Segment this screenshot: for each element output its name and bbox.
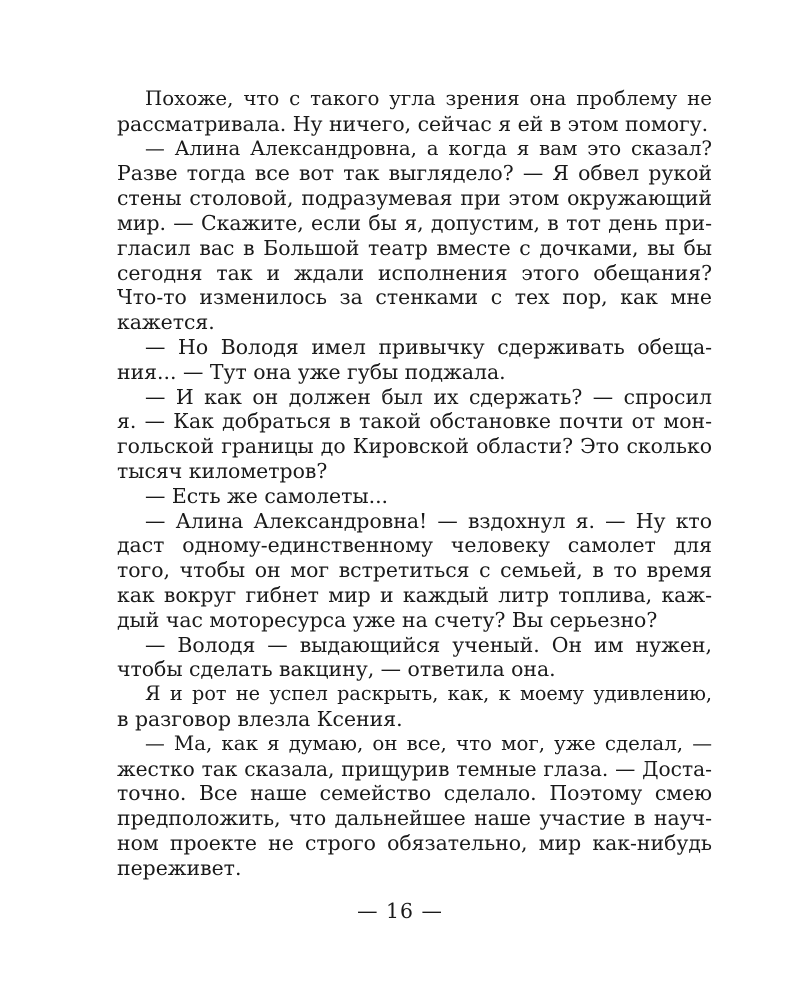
text-line: кажется.: [117, 310, 215, 335]
text-line: — И как он должен был их сдержать? — спросил: [145, 384, 712, 409]
text-line: тысяч километров?: [117, 458, 328, 483]
text-line: ния... — Тут она уже губы поджала.: [117, 359, 506, 384]
text-line: переживет.: [117, 855, 242, 880]
text-line: Разве тогда все вот так выглядело? — Я обвел рукой: [117, 161, 712, 186]
text-line: дый час моторесурса уже на счету? Вы серьезно?: [117, 607, 658, 632]
text-line: гольской границы до Кировской области? Это сколько: [117, 434, 712, 459]
text-line: чтобы сделать вакцину, — ответила она.: [117, 657, 556, 682]
text-line: жестко так сказала, прищурив темные глаза. — Доста-: [117, 756, 712, 781]
text-line: Я и рот не успел раскрыть, как, к моему удивлению,: [145, 682, 712, 706]
body-text: [117, 87, 712, 881]
text-line: стены столовой, подразумевая при этом окружающий: [117, 186, 712, 211]
text-line: даст одному-единственному человеку самолет для: [117, 533, 712, 558]
text-line: — Ма, как я думаю, он все, что мог, уже сделал, —: [145, 731, 712, 755]
text-line: — Есть же самолеты...: [145, 483, 389, 508]
text-line: — Алина Александровна, а когда я вам это сказал?: [145, 136, 712, 160]
text-line: ном проекте не строго обязательно, мир как-нибудь: [117, 830, 712, 855]
page-number: — 16 —: [357, 899, 443, 923]
text-line: предположить, что дальнейшее наше участие в науч-: [117, 806, 712, 831]
text-line: — Алина Александровна! — вздохнул я. — Ну кто: [145, 508, 712, 533]
text-line: точно. Все наше семейство сделало. Поэтому смею: [117, 781, 712, 806]
text-line: — Володя — выдающийся ученый. Он им нужен,: [145, 632, 712, 657]
text-line: сегодня так и ждали исполнения этого обещания?: [117, 260, 712, 285]
text-line: рассматривала. Ну ничего, сейчас я ей в этом помогу.: [117, 111, 709, 136]
text-line: того, чтобы он мог встретиться с семьей, в то время: [117, 558, 712, 583]
text-line: гласил вас в Большой театр вместе с дочками, вы бы: [117, 235, 712, 260]
text-line: в разговор влезла Ксения.: [117, 706, 403, 731]
text-line: как вокруг гибнет мир и каждый литр топлива, каж-: [117, 582, 712, 607]
text-line: Похоже, что с такого угла зрения она проблему не: [145, 87, 712, 110]
text-line: Что-то изменилось за стенками с тех пор, как мне: [117, 285, 712, 310]
text-line: — Но Володя имел привычку сдерживать обеща-: [145, 334, 712, 359]
text-line: мир. — Скажите, если бы я, допустим, в тот день при-: [117, 210, 712, 235]
text-line: я. — Как добраться в такой обстановке почти от мон-: [117, 409, 712, 434]
